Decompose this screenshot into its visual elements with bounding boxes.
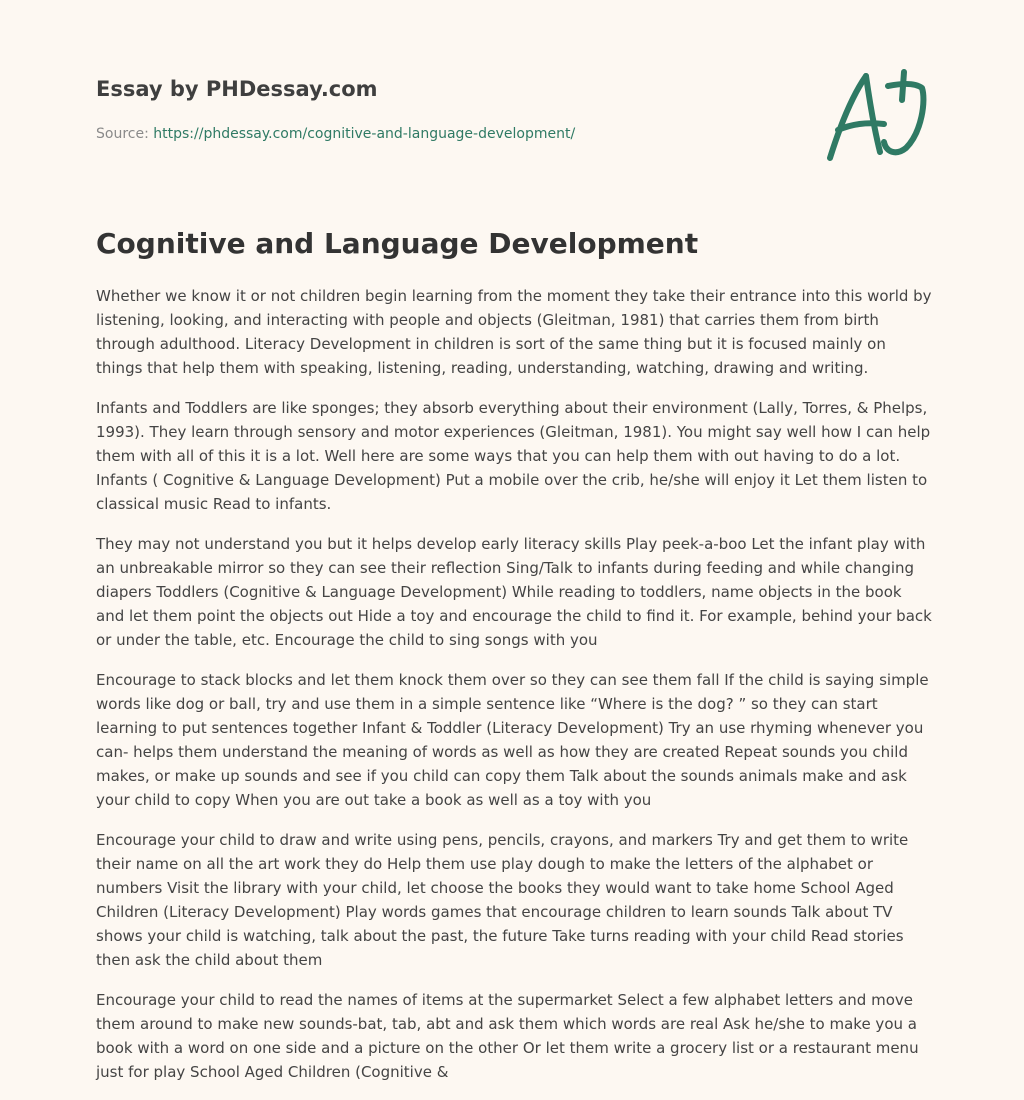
paragraph: Encourage to stack blocks and let them knock them over so they can see them fall If the child is saying simple words like dog or ball, try and use them in a simple sentence like “Where is the dog? ” so they can start learning to put sentences together Infant & Toddler (Literacy Development) Try an use rhyming whenever you can- helps them understand the meaning of words as well as how they are created Repeat sounds you child makes, or make up sounds and see if you child can copy them Talk about the sounds animals make and ask your child to copy When you are out take a book as well as a toy with you <box>96 671 929 809</box>
paragraph: Encourage your child to draw and write using pens, pencils, crayons, and markers Try and get them to write their name on all the art work they do Help them use play dough to make the letters of the alphabet or numbers Visit the library with your child, let choose the books they would want to take home School Aged Children (Literacy Development) Play words games that encourage children to learn sounds Talk about TV shows your child is watching, talk about the past, the future Take turns reading with your child Read stories then ask the child about them <box>96 831 909 969</box>
brand-title: Essay by PHDessay.com <box>96 77 378 101</box>
source-label: Source: <box>96 126 149 142</box>
page-header <box>96 74 796 144</box>
source-link[interactable]: https://phdessay.com/cognitive-and-language-development/ <box>153 126 576 142</box>
paragraph: Encourage your child to read the names of items at the supermarket Select a few alphabet letters and move them around to make new sounds-bat, tab, abt and ask them which words are real Ask he/she to make you a book with a word on one side and a picture on the other Or let them write a grocery list or a restaurant menu just for play School Aged Children (Cognitive & <box>96 991 919 1081</box>
source-line <box>96 124 796 144</box>
paragraph: Whether we know it or not children begin learning from the moment they take their entrance into this world by listening, looking, and interacting with people and objects (Gleitman, 1981) that carries them from birth through adulthood. Literacy Development in children is sort of the same thing but it is focused mainly on things that help them with speaking, listening, reading, understanding, watching, drawing and writing. <box>96 287 932 377</box>
paragraph: They may not understand you but it helps develop early literacy skills Play peek-a-boo Let the infant play with an unbreakable mirror so they can see their reflection Sing/Talk to infants during feeding and while changing diapers Toddlers (Cognitive & Language Development) While reading to toddlers, name objects in the book and let them point the objects out Hide a toy and encourage the child to find it. For example, behind your back or under the table, etc. Encourage the child to sing songs with you <box>96 535 932 649</box>
page-title: Cognitive and Language Development <box>96 227 699 260</box>
article-body <box>96 284 932 1100</box>
a-plus-grade-icon <box>818 66 928 166</box>
paragraph: Infants and Toddlers are like sponges; they absorb everything about their environment (Lally, Torres, & Phelps, 1993). They learn through sensory and motor experiences (Gleitman, 1981). You might say well how I can help them with all of this it is a lot. Well here are some ways that you can help them with out having to do a lot. Infants ( Cognitive & Language Development) Put a mobile over the crib, he/she will enjoy it Let them listen to classical music Read to infants. <box>96 399 931 513</box>
